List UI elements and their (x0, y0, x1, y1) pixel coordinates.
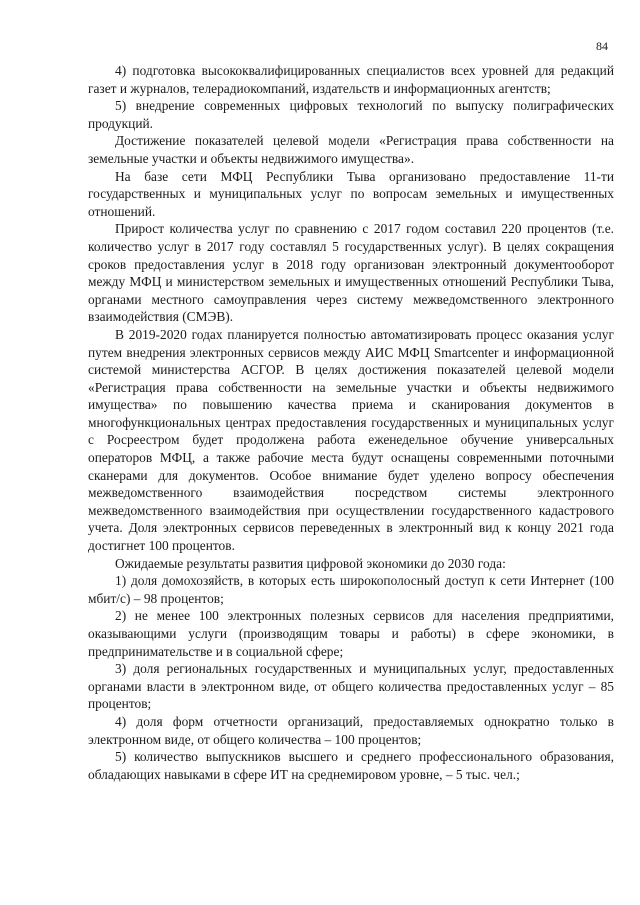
paragraph: Достижение показателей целевой модели «Регистрация права собственности на земельные участки и объекты недвижимого имущества». (88, 133, 614, 166)
document-body (88, 62, 614, 783)
paragraph: 5) количество выпускников высшего и среднего профессионального образования, обладающих навыками в сфере ИТ на среднемировом уровне, – 5 тыс. чел.; (88, 749, 614, 782)
paragraph: 1) доля домохозяйств, в которых есть широкополосный доступ к сети Интернет (100 мбит/с) – 98 процентов; (88, 573, 614, 606)
page-number: 84 (596, 39, 608, 53)
paragraph: 3) доля региональных государственных и муниципальных услуг, предоставленных органами власти в электронном виде, от общего количества предоставленных услуг – 85 процентов; (88, 661, 614, 712)
paragraph: 5) внедрение современных цифровых технологий по выпуску полиграфических продукций. (88, 98, 614, 131)
paragraph: В 2019-2020 годах планируется полностью автоматизировать процесс оказания услуг путем внедрения электронных сервисов между АИС МФЦ Smartcenter и информационной системой министерства АСГОР. В целях достижения показателей целевой модели «Регистрация права собственности на земельные участки и объекты недвижимого имущества» по повышению качества приема и сканирования документов в многофункциональных центрах предоставления государственных и муниципальных услуг с Росреестром будет продолжена работа еженедельное обучение универсальных операторов МФЦ, а также рабочие места будут оснащены современными поточными сканерами для документов. Особое внимание будет уделено вопросу обеспечения межведомственного взаимодействия посредством системы электронного межведомственного взаимодействия при осуществлении государственного кадастрового учета. Доля электронных сервисов переведенных в электронный вид к концу 2021 года достигнет 100 процентов. (88, 326, 614, 554)
paragraph: На базе сети МФЦ Республики Тыва организовано предоставление 11-ти государственных и муниципальных услуг по вопросам земельных и имущественных отношений. (88, 168, 614, 219)
paragraph: 4) доля форм отчетности организаций, предоставляемых однократно только в электронном виде, от общего количества – 100 процентов; (88, 713, 614, 747)
paragraph: 4) подготовка высококвалифицированных специалистов всех уровней для редакций газет и журналов, телерадиокомпаний, издательств и информационных агентств; (88, 63, 614, 96)
paragraph: Прирост количества услуг по сравнению с 2017 годом составил 220 процентов (т.е. количество услуг в 2017 году составлял 5 государственных услуг). В целях сокращения сроков предоставления услуг в 2018 году организован электронный документооборот между МФЦ и министерством земельных и имущественных отношений Республики Тыва, органами местного самоуправления через систему межведомственного электронного взаимодействия (СМЭВ). (88, 221, 614, 325)
paragraph: Ожидаемые результаты развития цифровой экономики до 2030 года: (115, 555, 506, 571)
paragraph: 2) не менее 100 электронных полезных сервисов для населения предприятими, оказывающими услуги (производящим товары и работы) в сфере экономики, в предпринимательстве и в социальной сфере; (88, 608, 614, 659)
